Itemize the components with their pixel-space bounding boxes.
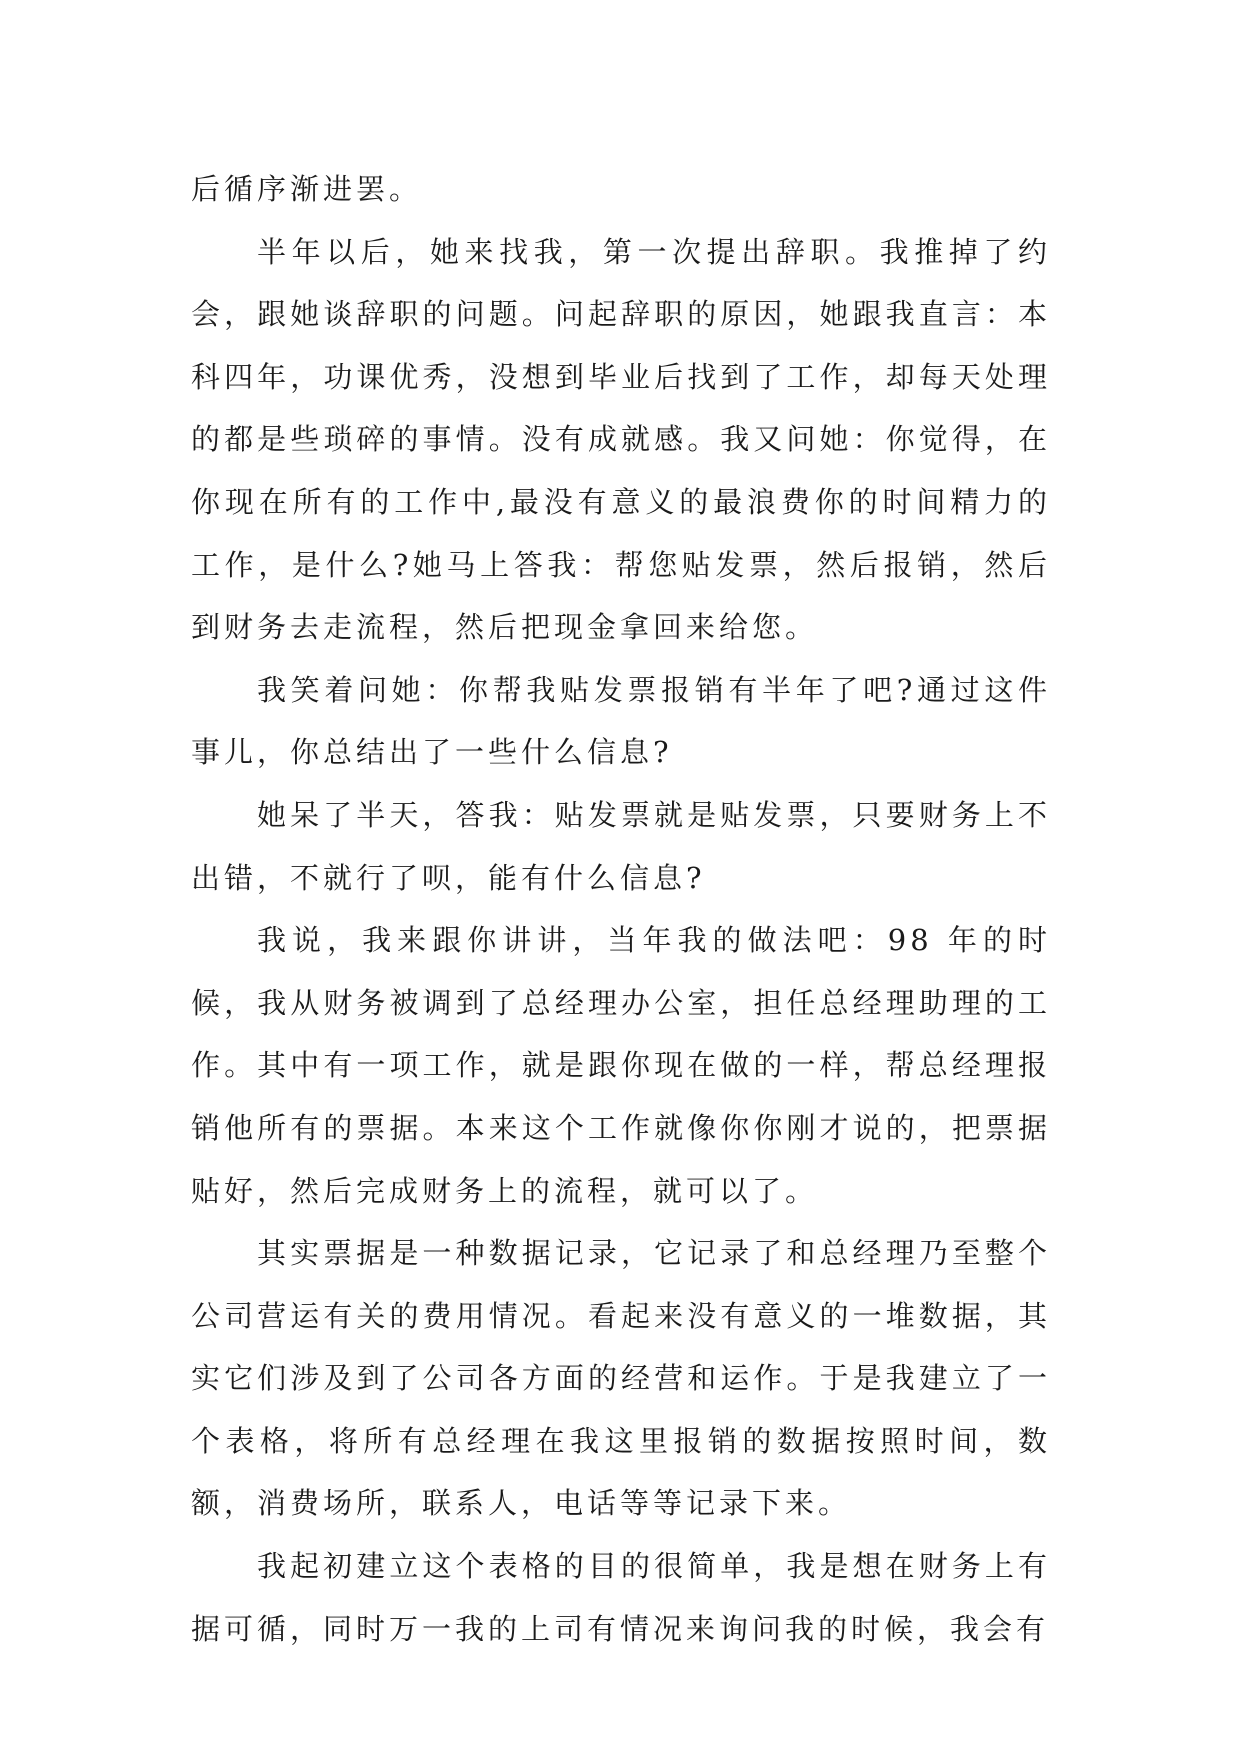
paragraph-continuation: 后循序渐进罢。	[191, 172, 423, 206]
paragraph-purpose: 我起初建立这个表格的目的很简单，我是想在财务上有据可循，同时万一我的上司有情况来询问我的时候，我会有	[191, 1549, 1051, 1646]
document-body	[191, 158, 1051, 1660]
paragraph-story: 我说，我来跟你讲讲，当年我的做法吧：98 年的时候，我从财务被调到了总经理办公室，担任总经理助理的工作。其中有一项工作，就是跟你现在做的一样，帮总经理报销他所有的票据。本来这个工作就像你你刚才说的，把票据贴好，然后完成财务上的流程，就可以了。	[191, 923, 1051, 1208]
paragraph-question: 我笑着问她：你帮我贴发票报销有半年了吧?通过这件事儿，你总结出了一些什么信息?	[191, 672, 1051, 770]
paragraph-resignation: 半年以后，她来找我，第一次提出辞职。我推掉了约会，跟她谈辞职的问题。问起辞职的原因，她跟我直言：本科四年，功课优秀，没想到毕业后找到了工作，却每天处理的都是些琐碎的事情。没有成就感。我又问她：你觉得，在你现在所有的工作中,最没有意义的最浪费你的时间精力的工作，是什么?她马上答我：帮您贴发票，然后报销，然后到财务去走流程，然后把现金拿回来给您。	[191, 234, 1051, 645]
paragraph-receipts: 其实票据是一种数据记录，它记录了和总经理乃至整个公司营运有关的费用情况。看起来没有意义的一堆数据，其实它们涉及到了公司各方面的经营和运作。于是我建立了一个表格，将所有总经理在我这里报销的数据按照时间，数额，消费场所，联系人，电话等等记录下来。	[191, 1236, 1051, 1521]
paragraph-answer: 她呆了半天，答我：贴发票就是贴发票，只要财务上不出错，不就行了呗，能有什么信息?	[191, 797, 1051, 895]
